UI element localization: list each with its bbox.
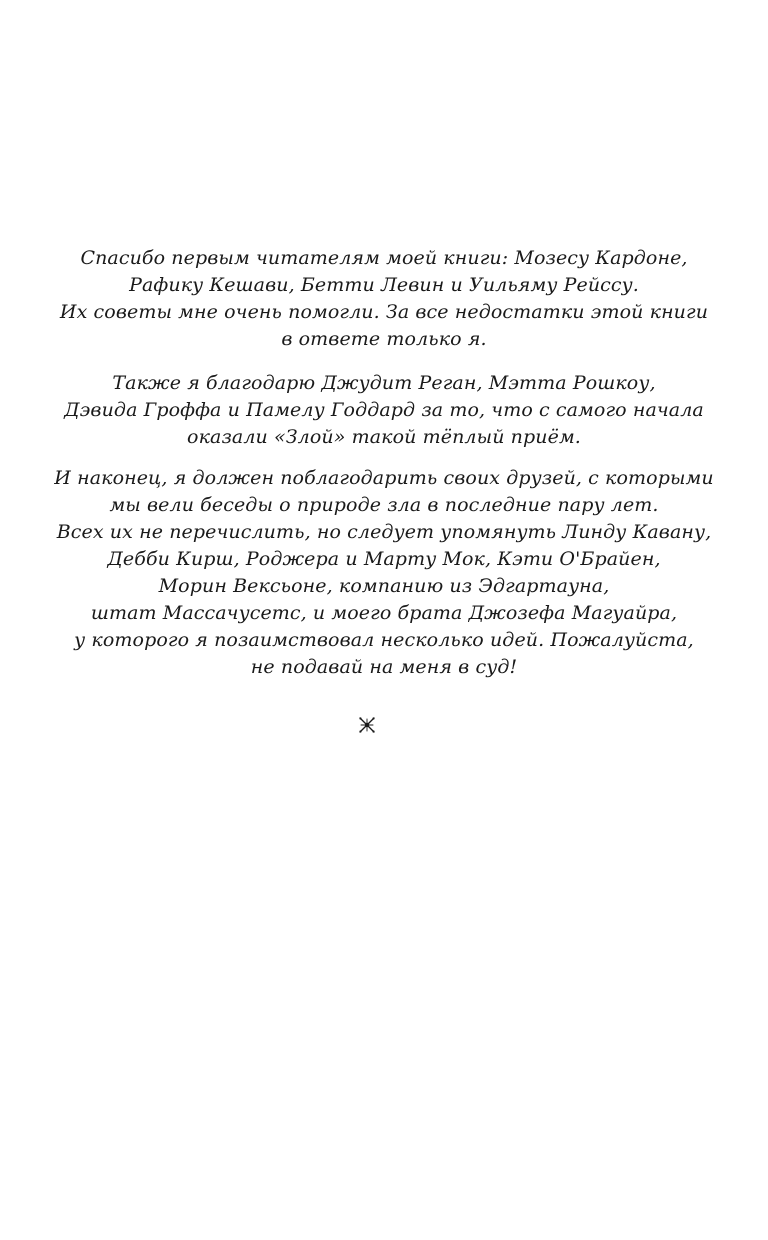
acknowledgement-paragraph-3 <box>0 465 768 681</box>
text-line: в ответе только я. <box>281 328 487 350</box>
text-line: Дэвида Гроффа и Памелу Годдард за то, что с самого начала <box>64 399 704 421</box>
text-line: у которого я позаимствовал несколько идей. Пожалуйста, <box>74 629 694 651</box>
text-line: И наконец, я должен поблагодарить своих друзей, с которыми <box>54 467 714 489</box>
text-line: Морин Вексьоне, компанию из Эдгартауна, <box>158 575 610 597</box>
acknowledgement-paragraph-2 <box>0 370 768 451</box>
acknowledgement-paragraph-1 <box>0 245 768 353</box>
ornament-icon <box>358 716 376 734</box>
text-line: мы вели беседы о природе зла в последние пару лет. <box>109 494 659 516</box>
text-line: Всех их не перечислить, но следует упомянуть Линду Кавану, <box>56 521 712 543</box>
text-line: Дебби Кирш, Роджера и Марту Мок, Кэти О'Брайен, <box>107 548 661 570</box>
text-line: Рафику Кешави, Бетти Левин и Уильяму Рейссу. <box>129 274 639 296</box>
text-line: не подавай на меня в суд! <box>250 656 518 678</box>
text-line: Также я благодарю Джудит Реган, Мэтта Рошкоу, <box>112 372 656 394</box>
text-line: Их советы мне очень помогли. За все недостатки этой книги <box>59 301 709 323</box>
text-line: оказали «Злой» такой тёплый приём. <box>187 426 581 448</box>
text-line: штат Массачусетс, и моего брата Джозефа Магуайра, <box>90 602 678 624</box>
text-line: Спасибо первым читателям моей книги: Мозесу Кардоне, <box>80 247 688 269</box>
